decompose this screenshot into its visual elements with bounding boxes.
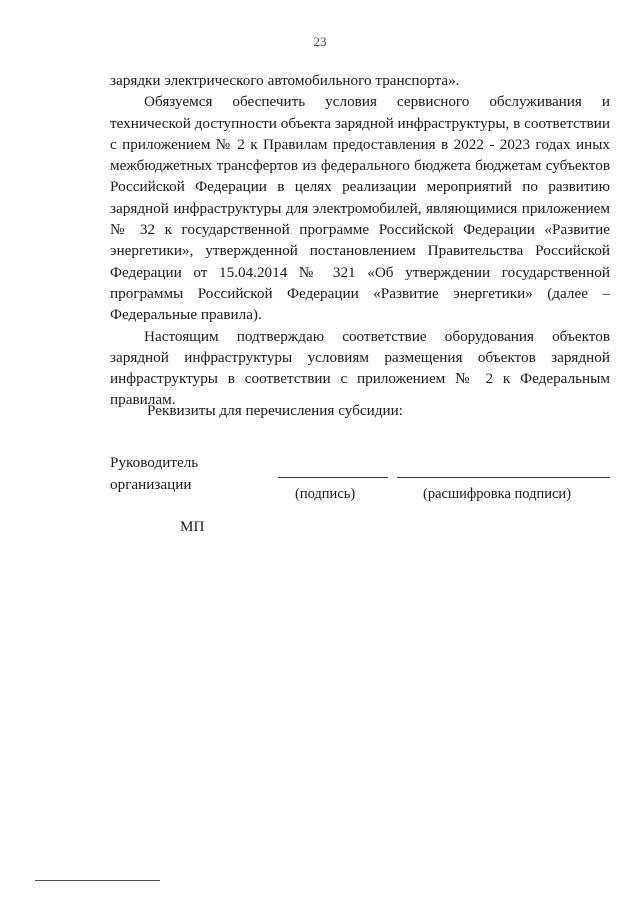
paragraph-confirmation: Настоящим подтверждаю соответствие оборудования объектов зарядной инфраструктуры условиям размещения объектов зарядной инфраструктуры в соответствии с приложением № 2 к Федеральным правилам. (110, 327, 610, 409)
signature-decoding-caption: (расшифровка подписи) (423, 486, 572, 502)
head-label-line1: Руководитель (110, 454, 199, 471)
signature-decoding-line (397, 477, 610, 478)
signature-caption: (подпись) (295, 486, 356, 502)
footer-divider (35, 880, 160, 881)
page-number: 23 (313, 34, 327, 49)
paragraph-continuation: зарядки электрического автомобильного транспорта». (110, 72, 460, 89)
signature-line (278, 477, 388, 478)
head-of-organization-label (110, 452, 198, 496)
requisites-heading: Реквизиты для перечисления субсидии: (147, 402, 403, 419)
signature-block (110, 452, 620, 512)
paragraph-commitment: Обязуемся обеспечить условия сервисного обслуживания и технической доступности объекта зарядной инфраструктуры, в соответствии с приложением № 2 к Правилам предоставления в 2022 - 2023 годах иных межбюджетных трансфертов из федерального бюджета бюджетам субъектов Российской Федерации в целях реализации мероприятий по развитию зарядной инфраструктуры для электромобилей, являющимися приложением № 32 к государственной программе Российской Федерации «Развитие энергетики», утвержденной постановлением Правительства Российской Федерации от 15.04.2014 № 321 «Об утверждении государственной программы Российской Федерации «Развитие энергетики» (далее – Федеральные правила). (110, 93, 610, 324)
stamp-place-label: МП (180, 518, 205, 535)
head-label-line2: организации (110, 476, 192, 493)
body-text (110, 70, 610, 411)
